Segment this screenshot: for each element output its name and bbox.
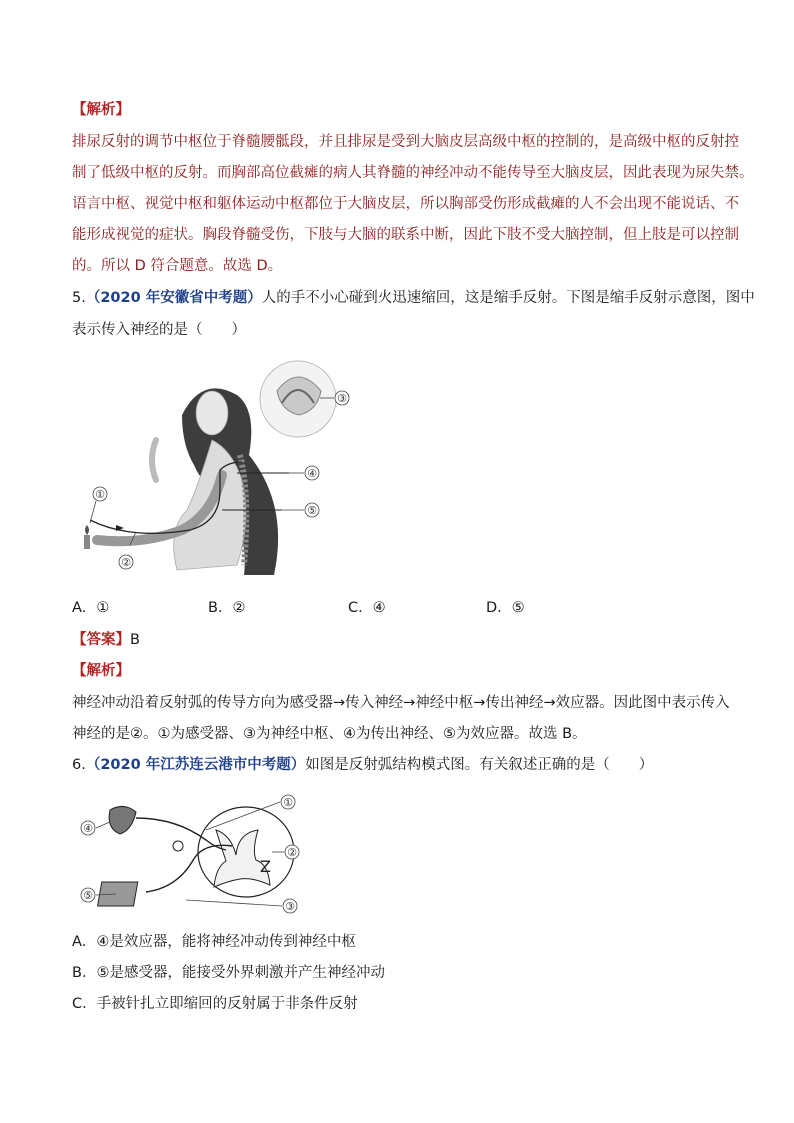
option-a[interactable]: A．① — [72, 600, 110, 616]
figure-label: ② — [121, 556, 131, 569]
figure-label: ② — [287, 846, 297, 859]
figure-letter: Z — [260, 857, 271, 876]
question-text: 人的手不小心碰到火迅速缩回，这是缩手反射。下图是缩手反射示意图，图中 — [261, 290, 755, 306]
reflex-arc-schematic — [76, 790, 306, 920]
reflex-arc-figure — [72, 355, 362, 585]
question-source: （2020 年江苏连云港市中考题） — [85, 757, 306, 773]
option-a[interactable]: A．④是效应器，能将神经冲动传到神经中枢 — [72, 934, 356, 950]
option-b[interactable]: B．② — [208, 600, 246, 616]
question-5-stem — [72, 288, 755, 308]
analysis-tag: 【解析】 — [72, 663, 130, 679]
figure-label: ⑤ — [83, 889, 93, 902]
analysis-line: 语言中枢、视觉中枢和躯体运动中枢都位于大脑皮层，所以胸部受伤形成截瘫的人不会出现不能说话、不 — [72, 196, 739, 212]
figure-label: ① — [95, 488, 105, 501]
question-source: （2020 年安徽省中考题） — [85, 290, 262, 306]
question-6-stem — [72, 755, 653, 775]
option-b[interactable]: B．⑤是感受器，能接受外界刺激并产生神经冲动 — [72, 965, 385, 981]
figure-label: ⑤ — [307, 504, 317, 517]
figure-label: ① — [283, 796, 293, 809]
answer-line — [72, 630, 140, 650]
option-c[interactable]: C．手被针扎立即缩回的反射属于非条件反射 — [72, 996, 358, 1012]
answer-value: B — [130, 632, 140, 648]
figure-label: ④ — [307, 467, 317, 480]
question-number: 6. — [72, 757, 86, 773]
analysis-line: 神经的是②。①为感受器、③为神经中枢、④为传出神经、⑤为效应器。故选 B。 — [72, 726, 587, 742]
question-number: 5. — [72, 290, 86, 306]
analysis-line: 的。所以 D 符合题意。故选 D。 — [72, 258, 283, 274]
analysis-tag: 【解析】 — [72, 102, 130, 118]
question-text: 如图是反射弧结构模式图。有关叙述正确的是（ ） — [305, 757, 654, 773]
figure-label: ④ — [83, 822, 93, 835]
figure-label: ③ — [337, 392, 347, 405]
question-5-stem-cont: 表示传入神经的是（ ） — [72, 322, 246, 338]
analysis-line: 能形成视觉的症状。胸段脊髓受伤，下肢与大脑的联系中断，因此下肢不受大脑控制，但上肢是可以控制 — [72, 227, 739, 243]
option-d[interactable]: D．⑤ — [486, 600, 525, 616]
option-c[interactable]: C．④ — [348, 600, 386, 616]
analysis-line: 制了低级中枢的反射。而胸部高位截瘫的病人其脊髓的神经冲动不能传导至大脑皮层，因此表现为尿失禁。 — [72, 165, 754, 181]
figure-label: ③ — [285, 900, 295, 913]
analysis-line: 神经冲动沿着反射弧的传导方向为感受器→传入神经→神经中枢→传出神经→效应器。因此图中表示传入 — [72, 695, 730, 711]
analysis-line: 排尿反射的调节中枢位于脊髓腰骶段，并且排尿是受到大脑皮层高级中枢的控制的，是高级中枢的反射控 — [72, 134, 739, 150]
answer-tag: 【答案】 — [72, 632, 130, 648]
